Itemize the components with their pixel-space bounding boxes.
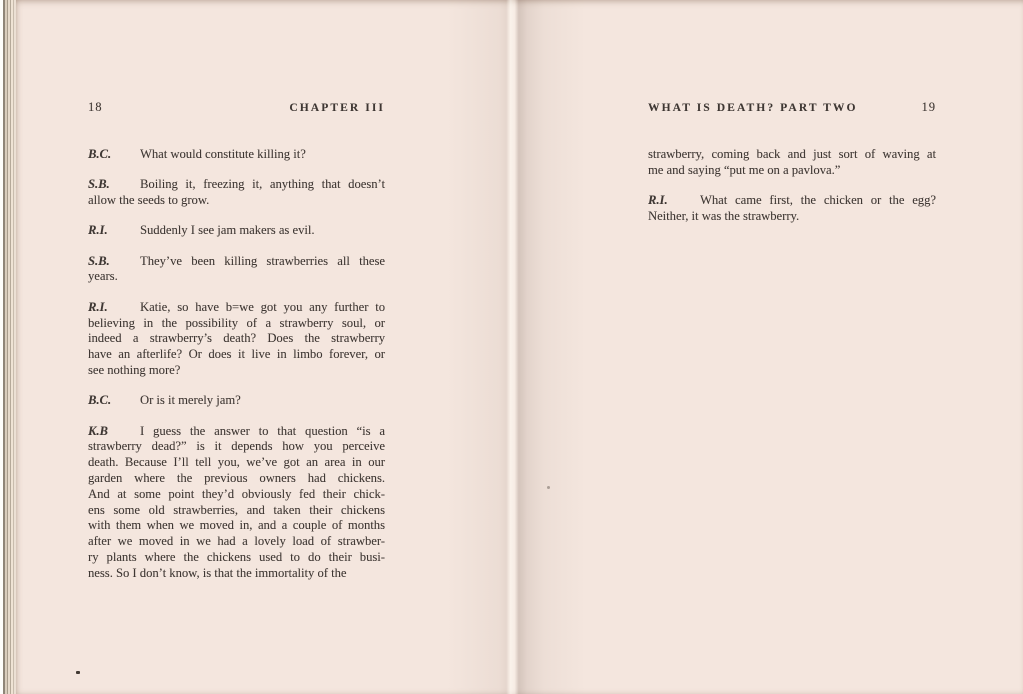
text-line: R.I. What came first, the chicken or the egg?: [648, 193, 936, 208]
text-line: Neither, it was the strawberry.: [648, 208, 800, 223]
speaker-label: S.B.: [88, 253, 110, 268]
speaker-label: R.I.: [88, 223, 108, 238]
paragraph: [648, 147, 936, 179]
text-line: me and saying “put me on a pavlova.”: [648, 162, 841, 177]
paragraph: [88, 223, 385, 239]
left-page-number: 18: [88, 100, 103, 114]
text-line: B.C. What would constitute killing it?: [88, 147, 306, 161]
speaker-label: R.I.: [88, 299, 108, 314]
right-page-number: 19: [921, 100, 936, 114]
text-line: death. Because I’ll tell you, we’ve got an area in our: [88, 455, 385, 470]
text-line: K.B I guess the answer to that question “is a: [88, 423, 385, 438]
text-line: have an afterlife? Or does it live in limbo forever, or: [88, 347, 385, 362]
text-line: believing in the possibility of a strawberry soul, or: [88, 315, 385, 330]
text-line: allow the seeds to grow.: [88, 193, 210, 208]
gutter-shadow: [446, 0, 586, 694]
right-running-head: WHAT IS DEATH? PART TWO: [648, 102, 858, 114]
left-page: [88, 0, 385, 694]
text-line: And at some point they’d obviously fed their chick-: [88, 486, 385, 501]
speaker-label: R.I.: [648, 193, 668, 208]
right-page-header: [648, 100, 936, 115]
text-line: R.I. Katie, so have b=we got you any further to: [88, 299, 385, 314]
ink-speck: [76, 671, 80, 674]
speaker-label: S.B.: [88, 177, 110, 192]
speaker-label: B.C.: [88, 393, 112, 408]
speaker-label: K.B: [88, 423, 108, 438]
left-text-block: [88, 147, 385, 596]
text-line: ness. So I don’t know, is that the immortality of the: [88, 565, 347, 580]
right-page: [648, 0, 936, 694]
text-line: ry plants where the chickens used to do their busi-: [88, 549, 385, 564]
page-edges: [0, 0, 16, 694]
text-line: see nothing more?: [88, 362, 181, 377]
text-line: S.B. They’ve been killing strawberries all these: [88, 253, 385, 268]
text-line: strawberry dead?” is it depends how you perceive: [88, 439, 385, 454]
speaker-label: B.C.: [88, 147, 112, 161]
text-line: indeed a strawberry’s death? Does the strawberry: [88, 331, 385, 346]
paragraph: [88, 424, 385, 582]
dust-speck: [547, 486, 550, 489]
paragraph: [88, 147, 385, 163]
paragraph: [88, 393, 385, 409]
text-line: strawberry, coming back and just sort of waving at: [648, 147, 936, 161]
paragraph: [88, 177, 385, 209]
paragraph: [648, 193, 936, 225]
paragraph: [88, 254, 385, 286]
right-text-block: [648, 147, 936, 239]
text-line: after we moved in we had a lovely load of strawber-: [88, 534, 385, 549]
text-line: with them when we moved in, and a couple of months: [88, 518, 385, 533]
left-running-head: CHAPTER III: [289, 102, 385, 114]
paragraph: [88, 300, 385, 379]
left-page-header: [88, 100, 385, 115]
text-line: garden where the previous owners had chickens.: [88, 470, 385, 485]
text-line: ens some old strawberries, and taken their chickens: [88, 502, 385, 517]
text-line: B.C. Or is it merely jam?: [88, 393, 241, 408]
text-line: years.: [88, 269, 118, 284]
book-spread: [16, 0, 1023, 694]
text-line: R.I. Suddenly I see jam makers as evil.: [88, 223, 315, 238]
text-line: S.B. Boiling it, freezing it, anything that doesn’t: [88, 177, 385, 192]
